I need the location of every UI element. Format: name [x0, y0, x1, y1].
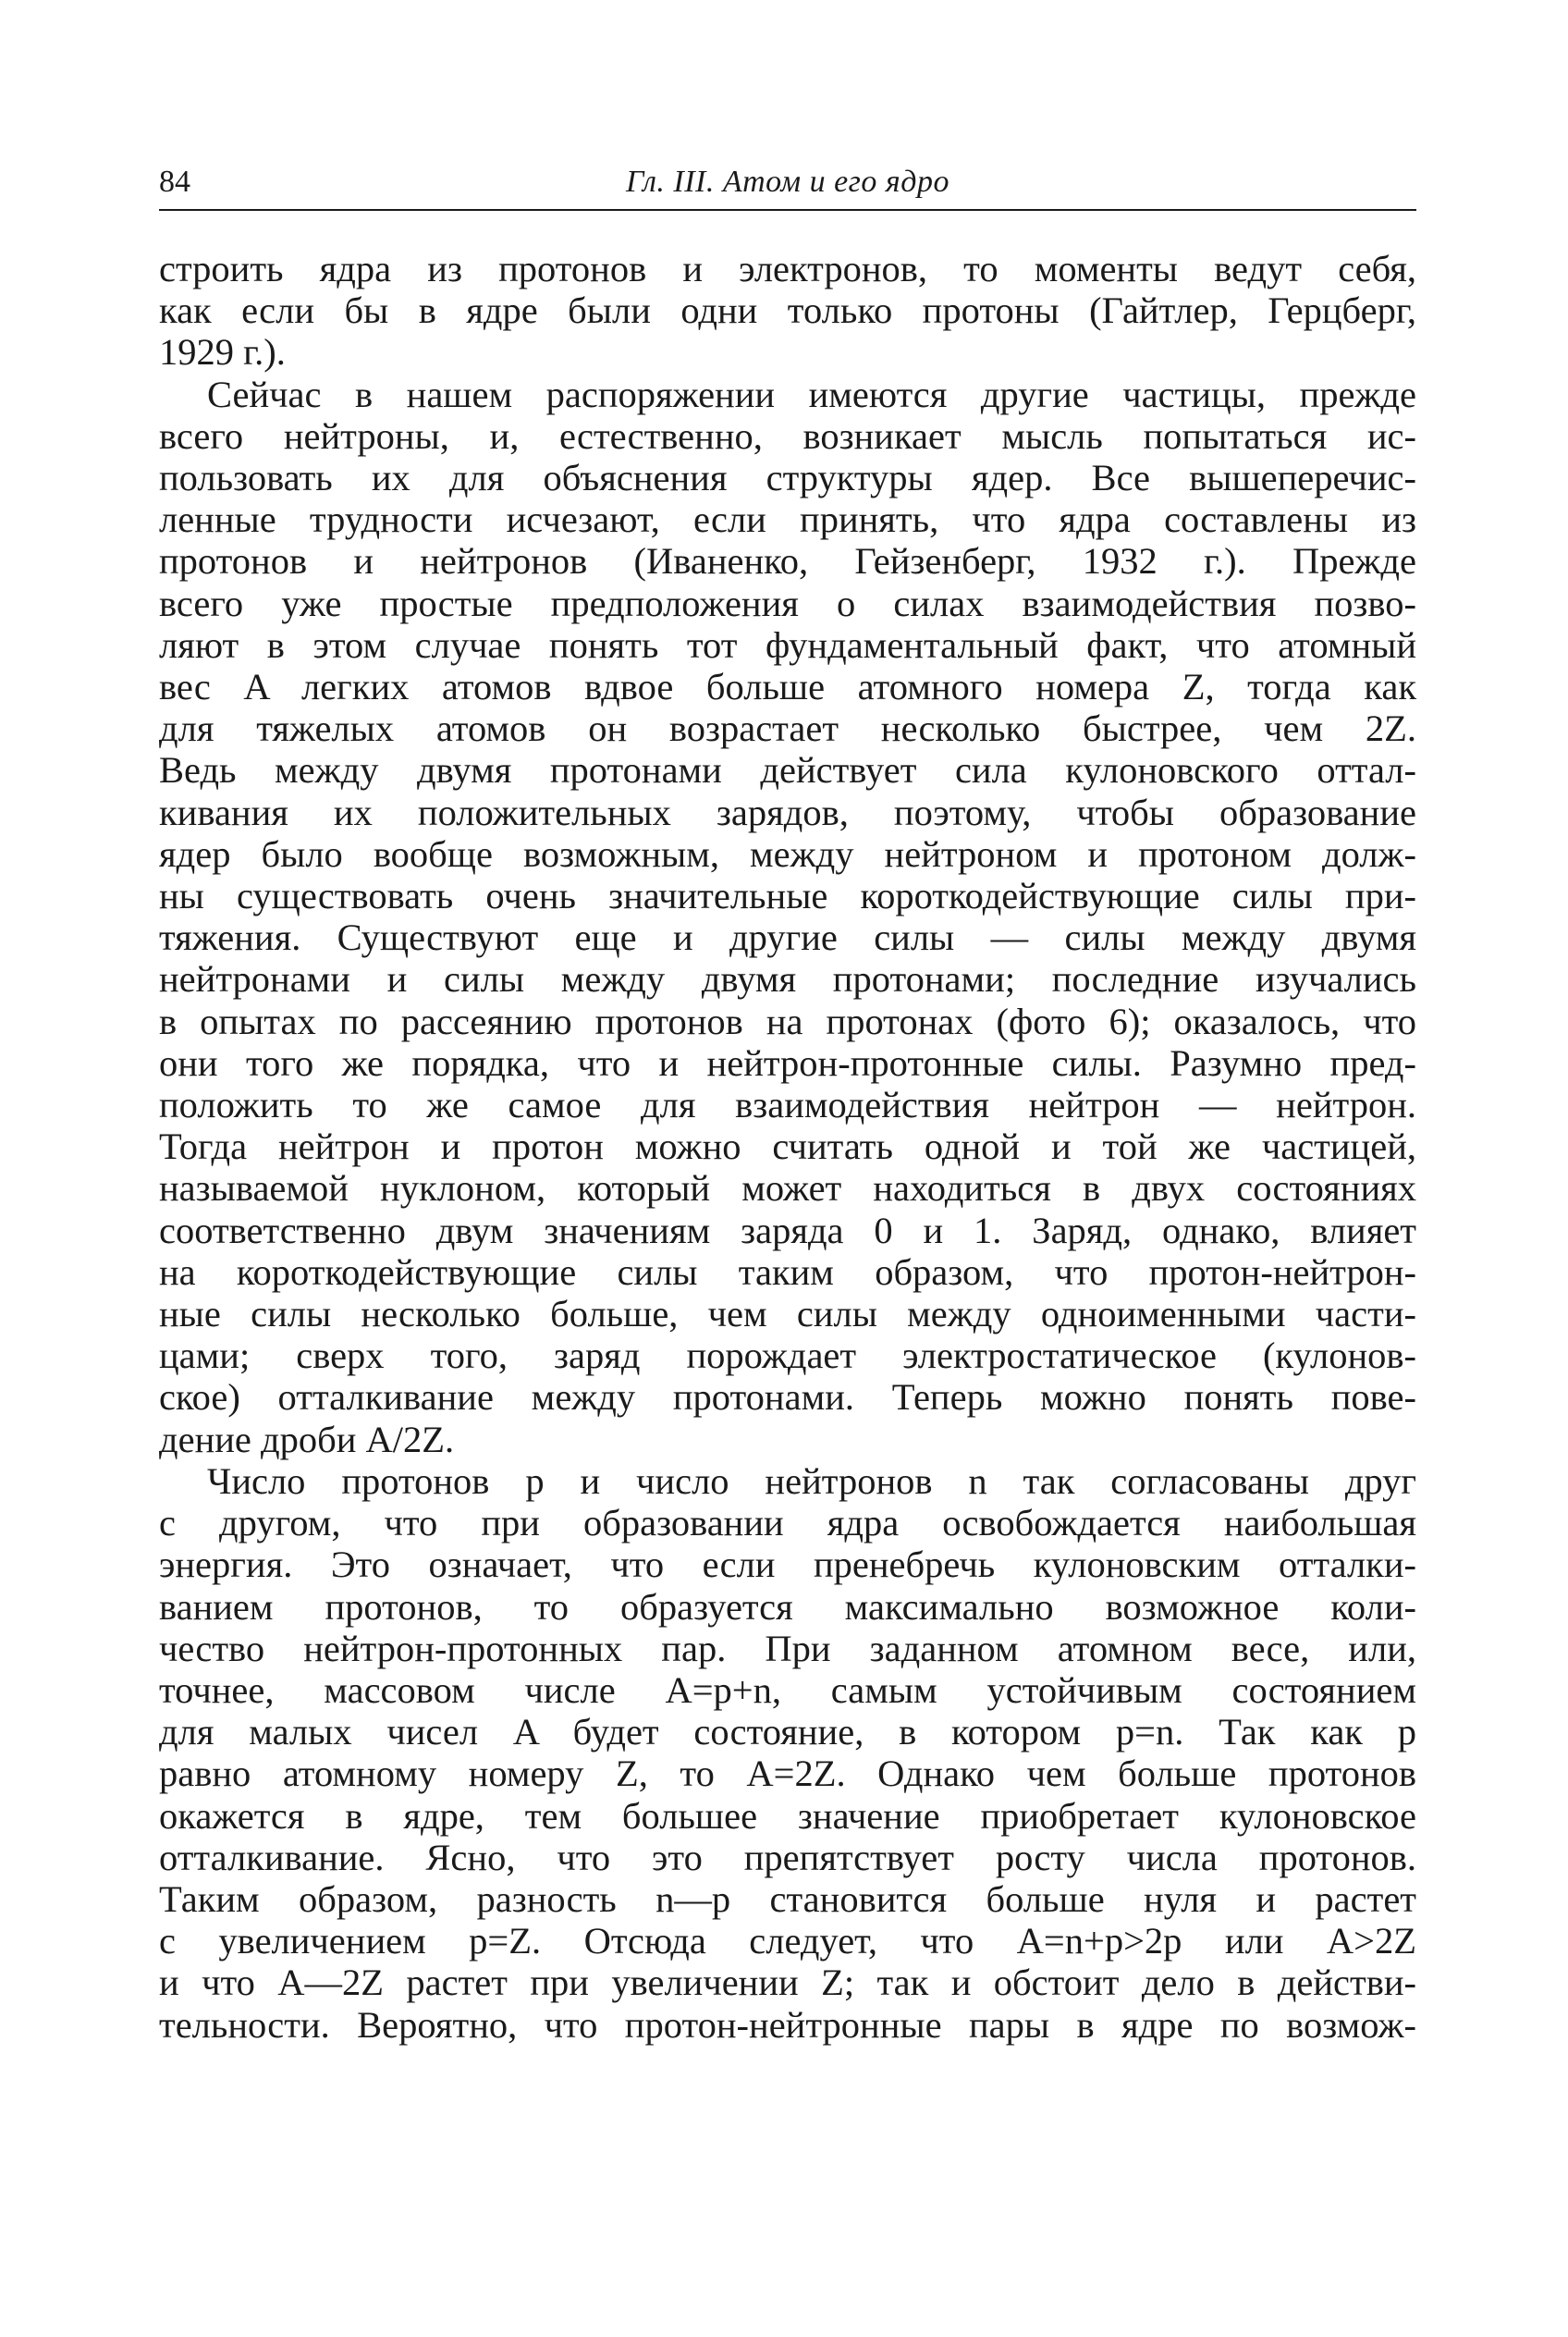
paragraph-1 [159, 248, 1416, 374]
text-line: положить то же самое для взаимодействия нейтрон — нейтрон. [159, 1084, 1416, 1126]
text-line: протонов и нейтронов (Иваненко, Гейзенберг, 1932 г.). Прежде [159, 540, 1416, 583]
text-line: для тяжелых атомов он возрастает несколько быстрее, чем 2Z. [159, 707, 1416, 750]
text-line: как если бы в ядре были одни только протоны (Гайтлер, Герцберг, [159, 289, 1416, 332]
text-line: соответственно двум значениям заряда 0 и 1. Заряд, однако, влияет [159, 1209, 1416, 1251]
text-line: Число протонов p и число нейтронов n так согласованы друг [207, 1459, 1416, 1502]
text-line: в опытах по рассеянию протонов на протонах (фото 6); оказалось, что [159, 1000, 1416, 1042]
text-line: равно атомному номеру Z, то A=2Z. Однако чем больше протонов [159, 1753, 1416, 1795]
text-line: Таким образом, разность n—p становится больше нуля и растет [159, 1877, 1416, 1920]
text-line: Тогда нейтрон и протон можно считать одной и той же частицей, [159, 1125, 1416, 1168]
text-line: чество нейтрон-протонных пар. При заданном атомном весе, или, [159, 1627, 1416, 1669]
text-line: Сейчас в нашем распоряжении имеются другие частицы, прежде [207, 373, 1416, 415]
text-line: Ведь между двумя протонами действует сила кулоновского оттал- [159, 749, 1416, 792]
text-line: кивания их положительных зарядов, поэтому, чтобы образование [159, 791, 1416, 833]
text-line: пользовать их для объяснения структуры ядер. Все вышеперечис- [159, 457, 1416, 499]
text-line: вес A легких атомов вдвое больше атомного номера Z, тогда как [159, 666, 1416, 708]
text-line: ны существовать очень значительные короткодействующие силы при- [159, 875, 1416, 917]
text-line: окажется в ядре, тем большее значение приобретает кулоновское [159, 1794, 1416, 1837]
text-line: ское) отталкивание между протонами. Теперь можно понять пове- [159, 1376, 1416, 1419]
page-header [159, 163, 1416, 211]
text-line: и что A—2Z растет при увеличении Z; так и обстоит дело в действи- [159, 1962, 1416, 2004]
text-line: с увеличением p=Z. Отсюда следует, что A=n+p>2p или A>2Z [159, 1920, 1416, 1962]
text-line: всего нейтроны, и, естественно, возникает мысль попытаться ис- [159, 414, 1416, 457]
text-line: называемой нуклоном, который может находиться в двух состояниях [159, 1167, 1416, 1210]
text-line: для малых чисел A будет состояние, в котором p=n. Так как p [159, 1711, 1416, 1753]
paragraph-3 [159, 1460, 1416, 2046]
text-line: ядер было вообще возможным, между нейтроном и протоном долж- [159, 832, 1416, 875]
text-line: дение дроби A/2Z. [159, 1418, 455, 1460]
text-line: 1929 г.). [159, 331, 286, 374]
text-line: ные силы несколько больше, чем силы между одноименными части- [159, 1293, 1416, 1335]
text-line: тельности. Вероятно, что протон-нейтронные пары в ядре по возмож- [159, 2003, 1416, 2046]
text-line: всего уже простые предположения о силах взаимодействия позво- [159, 582, 1416, 624]
page-number: 84 [159, 165, 190, 199]
text-line: ляют в этом случае понять тот фундаментальный факт, что атомный [159, 623, 1416, 666]
text-line: ленные трудности исчезают, если принять, что ядра составлены из [159, 498, 1416, 541]
text-line: точнее, массовом числе A=p+n, самым устойчивым состоянием [159, 1668, 1416, 1711]
running-title: Гл. III. Атом и его ядро [626, 165, 949, 199]
text-line: с другом, что при образовании ядра освобождается наибольшая [159, 1502, 1416, 1544]
text-line: отталкивание. Ясно, что это препятствует росту числа протонов. [159, 1836, 1416, 1878]
text-line: нейтронами и силы между двумя протонами; последние изучались [159, 958, 1416, 1001]
text-line: они того же порядка, что и нейтрон-протонные силы. Разумно пред- [159, 1041, 1416, 1084]
text-line: строить ядра из протонов и электронов, то моменты ведут себя, [159, 248, 1416, 289]
paragraph-2 [159, 374, 1416, 1460]
text-line: энергия. Это означает, что если пренебречь кулоновским отталки- [159, 1544, 1416, 1586]
text-line: на короткодействующие силы таким образом, что протон-нейтрон- [159, 1250, 1416, 1293]
text-line: цами; сверх того, заряд порождает электростатическое (кулонов- [159, 1335, 1416, 1377]
text-line: ванием протонов, то образуется максимально возможное коли- [159, 1585, 1416, 1628]
body-text [159, 248, 1416, 2046]
text-line: тяжения. Существуют еще и другие силы — силы между двумя [159, 916, 1416, 959]
